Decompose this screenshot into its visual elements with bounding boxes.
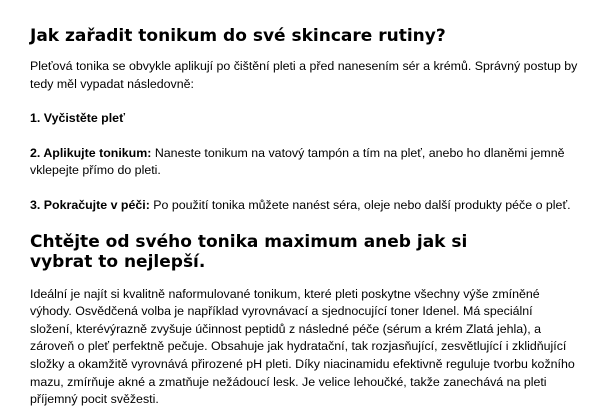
step-2 (30, 145, 575, 180)
step-1-title: 1. Vyčistěte pleť (30, 111, 126, 126)
step-2-text-line1: Naneste tonikum na vatový tampón a tím na pleť, anebo ho dlaněmi jemně (151, 145, 565, 160)
step-3 (30, 197, 578, 215)
toner-recommendation-paragraph: Ideální je najít si kvalitně naformulované tonikum, které pleti poskytne všechny výše zmíněné výhody. Osvědčená volba je například vyrovnávací a sjednocující toner Idenel. Má speciální složení, kterévýrazně zvyšuje účinnost peptidů z následné péče (sérum a krém Zlatá jehla), a zároveň o pleť perfektně pečuje. Obsahuje jak hydratační, tak rozjasňující, zesvětlující i zklidňující složky a okamžitě vyrovnává přirozené pH pleti. Díky niacinamidu efektivně reguluje tvorbu kožního mazu, zmírňuje akné a zmatňuje nežádoucí lesk. Je velice lehoučké, takže zanechává na pleti příjemný pocit svěžesti. (30, 286, 575, 407)
step-2-line1-wrap (30, 146, 564, 160)
step-3-text: Po použití tonika můžete nanést séra, oleje nebo další produkty péče o pleť. (149, 197, 571, 212)
step-1 (30, 110, 578, 128)
intro-paragraph: Pleťová tonika se obvykle aplikují po čištění pleti a před nanesením sér a krémů. Správný postup by tedy měl vypadat následovně: (30, 59, 578, 91)
step-2-title: 2. Aplikujte tonikum: (30, 145, 152, 160)
section-heading-choose-toner: Chtějte od svého tonika maximum aneb jak si vybrat to nejlepší. (30, 231, 468, 272)
section-heading-toner-routine: Jak zařadit tonikum do své skincare rutiny? (30, 26, 446, 46)
step-2-text-line2: vklepejte přímo do pleti. (30, 163, 161, 178)
step-3-title: 3. Pokračujte v péči: (30, 197, 150, 212)
